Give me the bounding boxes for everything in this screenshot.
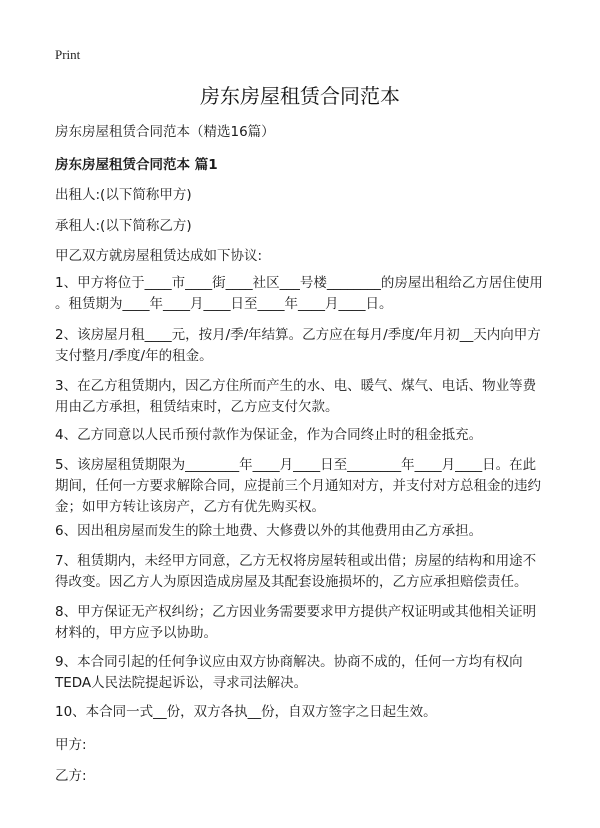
lessor-line: 出租人:(以下简称甲方)	[55, 187, 192, 203]
clause-line: 5、该房屋租赁期限为________年____月____日至________年____月____日。在此	[55, 457, 537, 473]
print-link[interactable]: Print	[55, 47, 81, 62]
clause-8	[55, 602, 555, 644]
clause-line: 用由乙方承担，租赁结束时，乙方应支付欠款。	[55, 399, 339, 415]
clause-4	[55, 425, 555, 446]
clause-7	[55, 551, 555, 593]
clause-line: 6、因出租房屋而发生的除土地费、大修费以外的其他费用由乙方承担。	[55, 523, 483, 539]
document-subtitle: 房东房屋租赁合同范本（精选16篇）	[55, 124, 275, 140]
clause-9	[55, 652, 555, 694]
clause-line: 10、本合同一式__份，双方各执__份，自双方签字之日起生效。	[55, 704, 437, 720]
section-title: 房东房屋租赁合同范本 篇1	[55, 157, 218, 173]
lessee-line: 承租人:(以下简称乙方)	[55, 218, 192, 234]
clause-line: 支付整月/季度/年的租金。	[55, 348, 213, 364]
party-b-signature: 乙方:	[55, 768, 87, 784]
clause-6	[55, 521, 555, 542]
clause-line: 3、在乙方租赁期内，因乙方住所而产生的水、电、暖气、煤气、电话、物业等费	[55, 378, 537, 394]
clause-line: 金；如甲方转让该房产，乙方有优先购买权。	[55, 499, 325, 515]
clause-line: 9、本合同引起的任何争议应由双方协商解决。协商不成的，任何一方均有权向	[55, 654, 523, 670]
clause-line: 4、乙方同意以人民币预付款作为保证金，作为合同终止时的租金抵充。	[55, 427, 483, 443]
clause-3	[55, 376, 555, 418]
clause-line: 得改变。因乙方人为原因造成房屋及其配套设施损坏的，乙方应承担赔偿责任。	[55, 574, 528, 590]
clause-line: 。租赁期为____年____月____日至____年____月____日。	[55, 296, 393, 312]
clause-line: TEDA人民法院提起诉讼，寻求司法解决。	[55, 675, 308, 691]
clause-line: 8、甲方保证无产权纠纷；乙方因业务需要要求甲方提供产权证明或其他相关证明	[55, 604, 537, 620]
clause-line: 7、租赁期内，未经甲方同意，乙方无权将房屋转租或出借；房屋的结构和用途不	[55, 553, 537, 569]
intro-line: 甲乙双方就房屋租赁达成如下协议:	[55, 248, 263, 264]
clause-line: 2、该房屋月租____元，按月/季/年结算。乙方应在每月/季度/年月初__天内向甲方	[55, 327, 541, 343]
clause-line: 期间，任何一方要求解除合同，应提前三个月通知对方，并支付对方总租金的违约	[55, 478, 541, 494]
clause-2	[55, 325, 555, 367]
clause-10	[55, 702, 555, 723]
document-title: 房东房屋租赁合同范本	[200, 84, 400, 108]
party-a-signature: 甲方:	[55, 737, 87, 753]
clause-5	[55, 455, 555, 518]
clause-line: 1、甲方将位于____市____街____社区___号楼________的房屋出租给乙方居住使用	[55, 275, 543, 291]
clause-line: 材料的，甲方应予以协助。	[55, 625, 217, 641]
clause-1	[55, 273, 555, 315]
